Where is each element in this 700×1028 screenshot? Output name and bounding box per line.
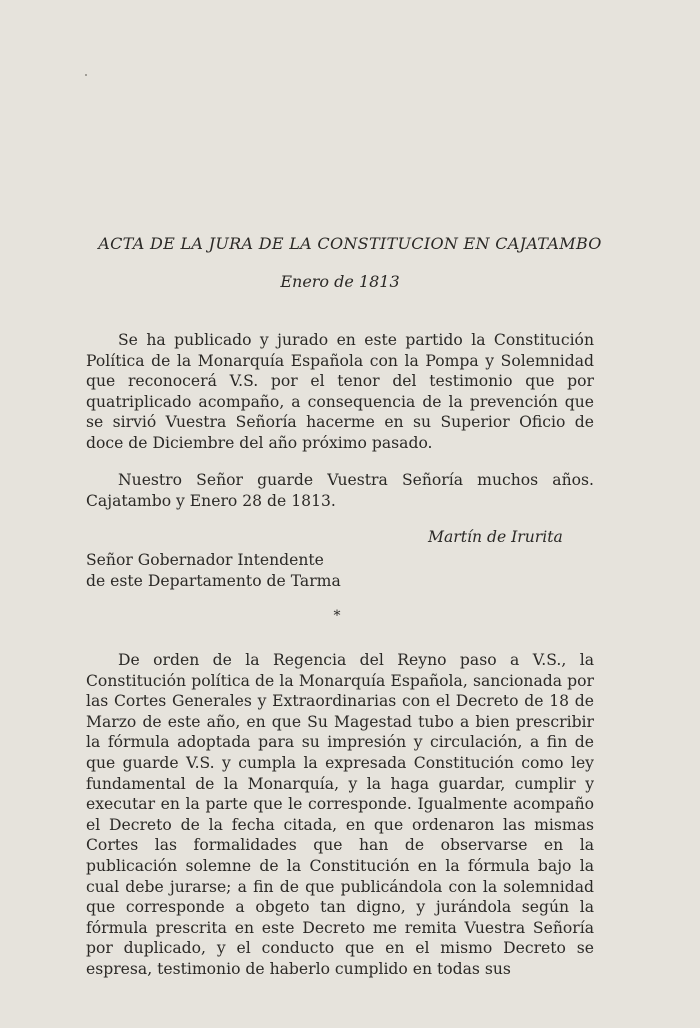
signature: Martín de Irurita bbox=[428, 528, 563, 546]
addressee-line-2: de este Departamento de Tarma bbox=[86, 571, 341, 590]
section-separator: * bbox=[333, 608, 341, 624]
paragraph-2 bbox=[86, 470, 594, 511]
paragraph-3 bbox=[86, 650, 594, 980]
paragraph-3-text: De orden de la Regencia del Reyno paso a V.S., la Constitución política de la Monarquía Española, sancionada por las Cortes Generales y Extraordinarias con el Decreto de 18 de Marzo de este año, en que Su Magestad tubo a bien prescribir la fórmula adoptada para su impresión y circulación, a fin de que guarde V.S. y cumpla la expresada Constitución como ley fundamental de la Monarquía, y la haga guardar, cumplir y executar en la parte que le corresponde. Igualmente acompaño el Decreto de la fecha citada, en que ordenaron las mismas Cortes las formalidades que han de observarse en la publicación solemne de la Constitución en la fórmula bajo la cual debe jurarse; a fin de que publicándola con la solemnidad que corresponde a obgeto tan digno, y jurándola según la fórmula prescrita en este Decreto me remita Vuestra Señoría por duplicado, y el conducto que en el mismo Decreto se espresa, testimonio de haberlo cumplido en todas sus bbox=[86, 651, 594, 978]
paragraph-1-text: Se ha publicado y jurado en este partido la Constitución Política de la Monarquía Española con la Pompa y Solemnidad que reconocerá V.S. por el tenor del testimonio que por quatriplicado acompaño, a consequencia de la prevención que se sirvió Vuestra Señoría hacerme en su Superior Oficio de doce de Diciembre del año próximo pasado. bbox=[86, 331, 594, 452]
paper-speck bbox=[85, 74, 87, 76]
addressee-line-1: Señor Gobernador Intendente bbox=[86, 551, 324, 569]
paragraph-1 bbox=[86, 330, 594, 454]
paragraph-2-text: Nuestro Señor guarde Vuestra Señoría muchos años. Cajatambo y Enero 28 de 1813. bbox=[86, 471, 594, 510]
document-date: Enero de 1813 bbox=[280, 272, 400, 291]
document-title: ACTA DE LA JURA DE LA CONSTITUCION EN CAJATAMBO bbox=[98, 234, 602, 253]
addressee bbox=[86, 550, 341, 591]
